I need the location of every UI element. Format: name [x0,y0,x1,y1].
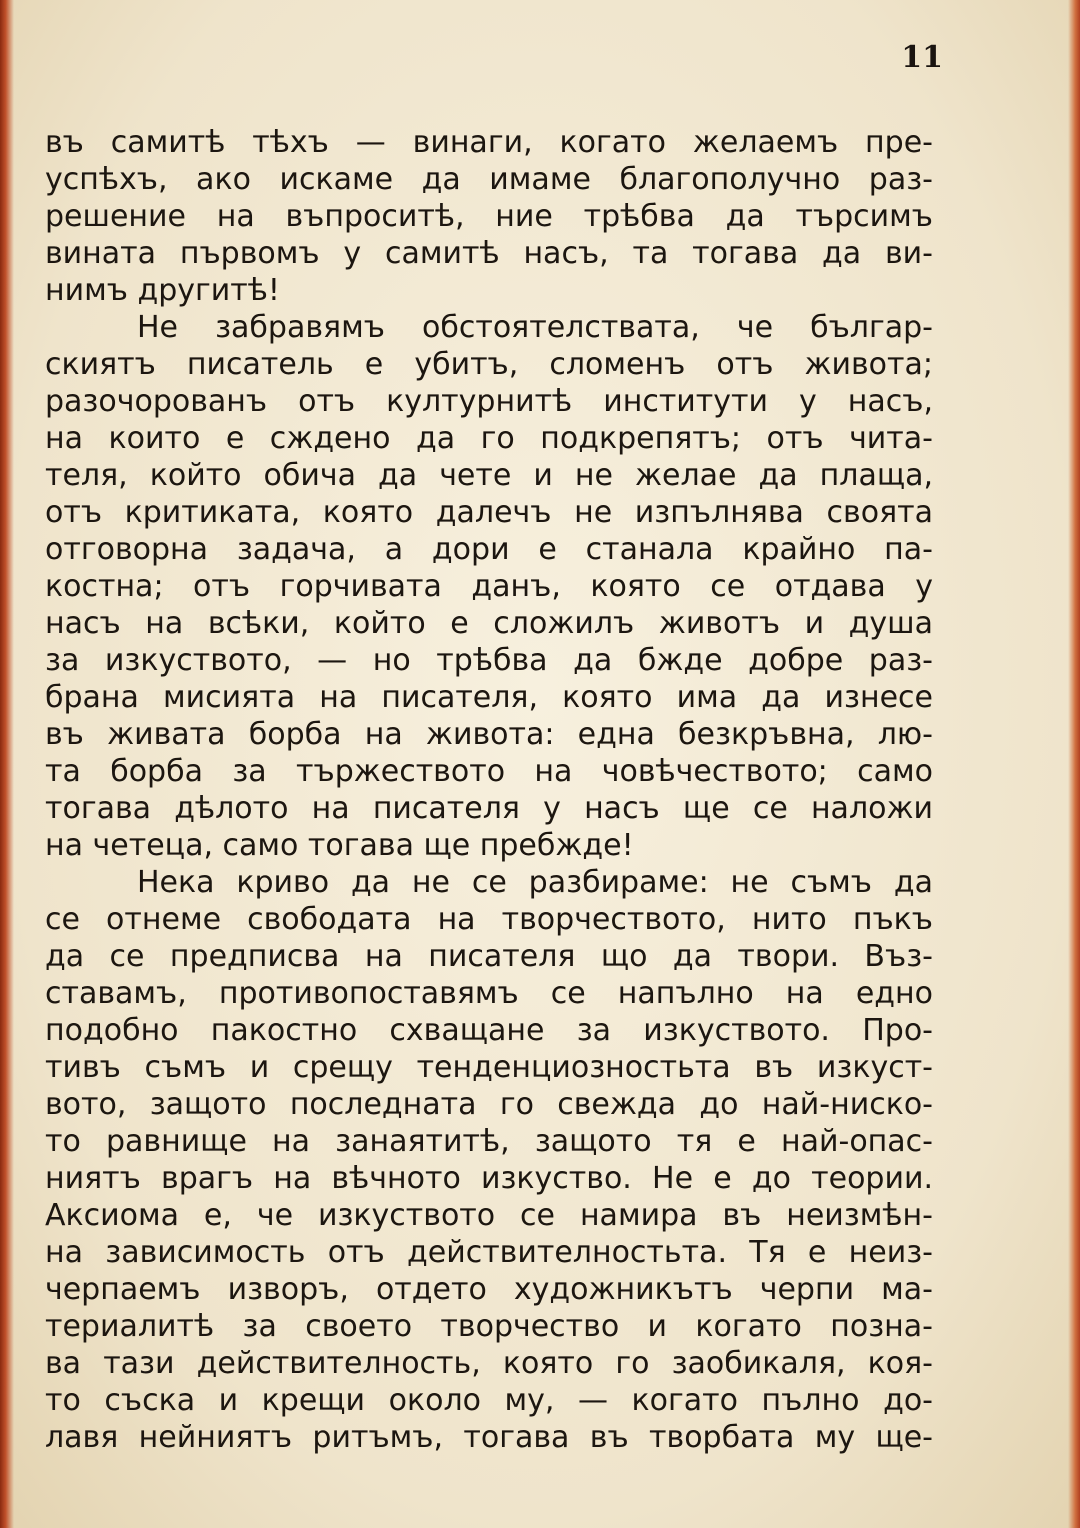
text-line: черпаемъ изворъ, отдето художникътъ черпи ма- [45,1272,933,1307]
text-line: тогава дѣлото на писателя у насъ ще се наложи [45,791,933,826]
text-line: то равнище на занаятитѣ, защото тя е най-опас- [45,1124,933,1159]
text-line: тивъ съмъ и срещу тенденциозностьта въ изкуст- [45,1050,933,1085]
text-line: за изкуството, — но трѣбва да бжде добре раз- [45,643,933,678]
text-line: то съска и крещи около му, — когато пълно до- [45,1383,933,1418]
text-line: на четеца, само тогава ще пребжде! [45,828,634,863]
text-line: насъ на всѣки, който е сложилъ животъ и душа [45,606,933,641]
text-line: нимъ другитѣ! [45,273,280,308]
text-line: успѣхъ, ако искаме да имаме благополучно раз- [45,162,933,197]
paragraph [45,124,933,309]
text-line: подобно пакостно схващане за изкуството. Про- [45,1013,933,1048]
text-line: на зависимость отъ действителностьта. Тя е неиз- [45,1235,933,1270]
text-line: разочорованъ отъ културнитѣ институти у насъ, [45,384,933,419]
body-text [45,124,933,1456]
paragraph [45,864,933,1456]
text-line: лавя нейниятъ ритъмъ, тогава въ творбата му ще- [45,1420,933,1455]
text-line: ва тази действителность, която го заобикаля, коя- [45,1346,933,1381]
text-line: теля, който обича да чете и не желае да плаща, [45,458,933,493]
text-line: ниятъ врагъ на вѣчното изкуство. Не е до теории. [45,1161,933,1196]
page-edge-left [0,0,14,1528]
text-line: костна; отъ горчивата данъ, която се отдава у [45,569,933,604]
text-line: брана мисията на писателя, която има да изнесе [45,680,933,715]
text-line: Нека криво да не се разбираме: не съмъ да [137,865,933,900]
text-line: Аксиома е, че изкуството се намира въ неизмѣн- [45,1198,933,1233]
text-line: отъ критиката, която далечъ не изпълнява своята [45,495,933,530]
text-line: отговорна задача, а дори е станала крайно па- [45,532,933,567]
text-line: въ живата борба на живота: една безкръвна, лю- [45,717,933,752]
text-line: решение на въпроситѣ, ние трѣбва да търсимъ [45,199,933,234]
text-line: на които е сждено да го подкрепятъ; отъ чита- [45,421,933,456]
paragraph [45,309,933,864]
text-line: вото, защото последната го свежда до най-ниско- [45,1087,933,1122]
text-line: териалитѣ за своето творчество и когато позна- [45,1309,933,1344]
text-line: вината първомъ у самитѣ насъ, та тогава да ви- [45,236,933,271]
text-line: Не забравямъ обстоятелствата, че българ- [137,310,933,345]
text-line: та борба за тържеството на човѣчеството; само [45,754,933,789]
text-line: да се предписва на писателя що да твори. Въз- [45,939,933,974]
page-number: 11 [901,40,943,75]
text-line: въ самитѣ тѣхъ — винаги, когато желаемъ пре- [45,125,933,160]
text-line: се отнеме свободата на творчеството, нито пъкъ [45,902,933,937]
page-edge-right [1068,0,1080,1528]
text-line: скиятъ писатель е убитъ, сломенъ отъ живота; [45,347,933,382]
text-line: ставамъ, противопоставямъ се напълно на едно [45,976,933,1011]
